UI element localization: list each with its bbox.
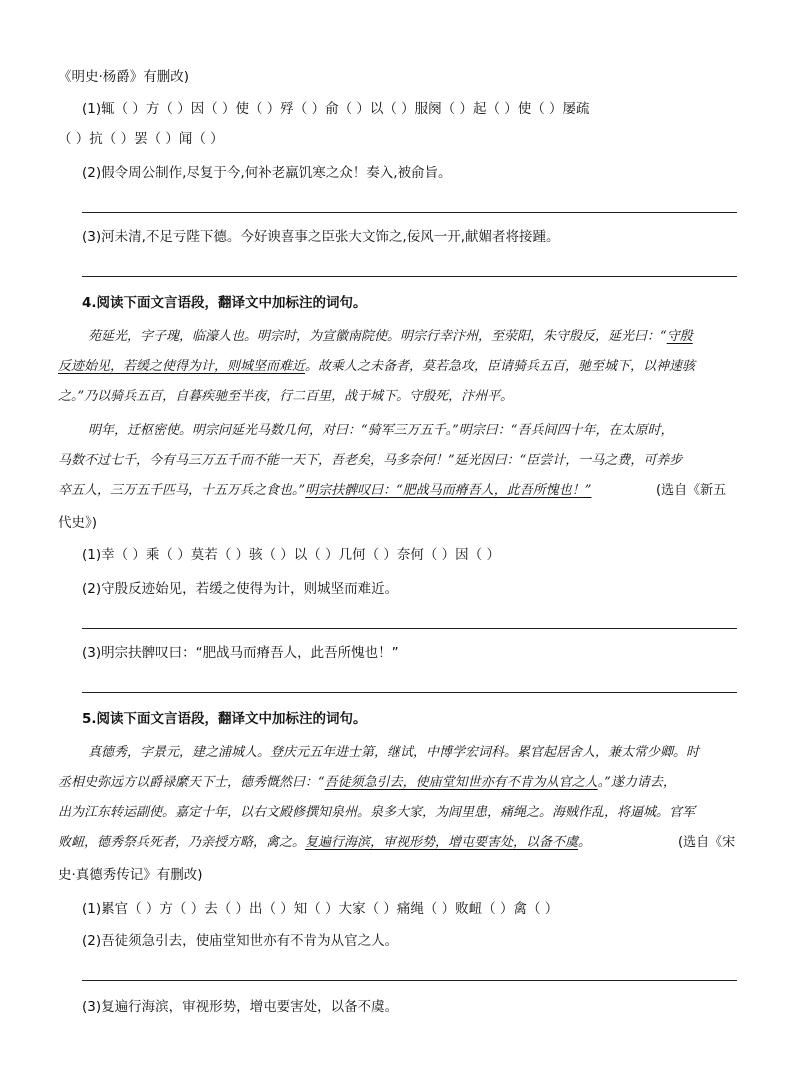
q4-passage-line-6	[58, 476, 738, 506]
q4-underlined-text: 明宗扶髀叹曰：“肥战马而瘠吾人，此吾所愧也！”	[305, 483, 592, 498]
q4-passage	[88, 322, 768, 352]
q4-underlined-text: 反迹始见，若缓之使得为计，则城坚而难近	[58, 359, 306, 374]
q5-text: 败衄，德秀祭兵死者，乃亲授方略，禽之。	[58, 835, 306, 850]
q5-passage-line-2	[58, 768, 738, 798]
q5-underlined-text: 吾徒须急引去，使庙堂知世亦有不肯为从官之人	[324, 775, 598, 790]
translation-item-3: (3)河未清,不足亏陛下德。今好谀喜事之臣张大文饰之,佞风一开,献媚者将接踵。	[82, 229, 560, 245]
q4-passage-line-3: 之。”乃以骑兵五百，自暮疾驰至半夜，行二百里，战于城下。守殷死，汴州平。	[58, 389, 514, 404]
source-citation: 《明史·杨爵》有删改)	[58, 69, 190, 85]
question-4-title: 4.阅读下面文言语段，翻译文中加标注的词句。	[82, 295, 367, 311]
q4-passage-line-5: 马数不过七千，今有马三万五千而不能一天下，吾老矣，马多奈何！”延光因曰：“臣尝计，一马之费，可养步	[58, 453, 683, 468]
q4-source-part2: 代史》)	[58, 515, 98, 531]
q4-translation-item-3: (3)明宗扶髀叹曰：“肥战马而瘠吾人，此吾所愧也！”	[82, 645, 399, 661]
q5-source-part1: (选自《宋	[678, 835, 736, 850]
answer-line	[82, 692, 737, 693]
q5-passage-line-4	[58, 828, 738, 858]
q5-passage-line-3: 出为江东转运副使。嘉定十年，以右文殿修撰知泉州。泉多大家，为闾里患，痛绳之。海贼作乱，将逼城。官军	[58, 805, 696, 820]
q5-passage-line-1: 真德秀，字景元，建之浦城人。登庆元五年进士第，继试，中博学宏词科。累官起居舍人，兼太常少卿。时	[88, 745, 700, 760]
vocab-items-line1: (1)辄（ ）方（ ）因（ ）使（ ）殍（ ）俞（ ）以（ ）服阕（ ）起（ ）使（ ）屡疏	[82, 101, 590, 117]
q4-text: 苑延光，字子瑰，临濠人也。明宗时，为宣徽南院使。明宗行幸汴州，至荥阳，朱守殷反，延光曰：“	[88, 329, 667, 344]
answer-line	[82, 212, 737, 213]
q5-vocab-items: (1)累官（ ）方（ ）去（ ）出（ ）知（ ）大家（ ）痛绳（ ）败衄（ ）禽（ ）	[82, 901, 559, 917]
q5-translation-item-2: (2)吾徒须急引去，使庙堂知世亦有不肯为从官之人。	[82, 933, 399, 949]
q5-text: 。”遂力请去，	[597, 775, 676, 790]
q5-translation-item-3: (3)复遍行海滨，审视形势，增屯要害处，以备不虞。	[82, 999, 399, 1015]
question-5-title: 5.阅读下面文言语段，翻译文中加标注的词句。	[82, 711, 367, 727]
answer-line	[82, 980, 737, 981]
q4-translation-item-2: (2)守殷反迹始见，若缓之使得为计，则城坚而难近。	[82, 581, 399, 597]
q4-vocab-items: (1)幸（ ）乘（ ）莫若（ ）骇（ ）以（ ）几何（ ）奈何（ ）因（ ）	[82, 547, 500, 563]
q4-text: 。故乘人之未备者，莫若急攻，臣请骑兵五百，驰至城下，以神速骇	[305, 359, 696, 374]
q5-text: 。	[578, 835, 592, 850]
q5-text: 丞相史弥远方以爵禄縻天下士，德秀慨然曰：“	[58, 775, 325, 790]
answer-line	[82, 628, 737, 629]
q4-passage-line-4: 明年，迁枢密使。明宗问延光马数几何，对曰：“骑军三万五千。”明宗曰：“吾兵间四十年，在太原时，	[88, 423, 674, 438]
q4-underlined-text: 守殷	[666, 329, 693, 344]
q4-passage-line-2	[58, 352, 738, 382]
answer-line	[82, 276, 737, 277]
q4-text: 卒五人，三万五千匹马，十五万兵之食也。”	[58, 483, 306, 498]
vocab-items-line2: （ ）抗（ ）罢（ ）闻（ ）	[58, 131, 224, 147]
q4-source-part1: (选自《新五	[656, 483, 727, 498]
translation-item-2: (2)假令周公制作,尽复于今,何补老羸饥寒之众！奏入,被俞旨。	[82, 165, 452, 181]
q5-underlined-text: 复遍行海滨，审视形势，增屯要害处，以备不虞	[305, 835, 579, 850]
q5-source-part2: 史·真德秀传记》有删改)	[58, 867, 203, 883]
q4-passage-line	[88, 322, 768, 352]
